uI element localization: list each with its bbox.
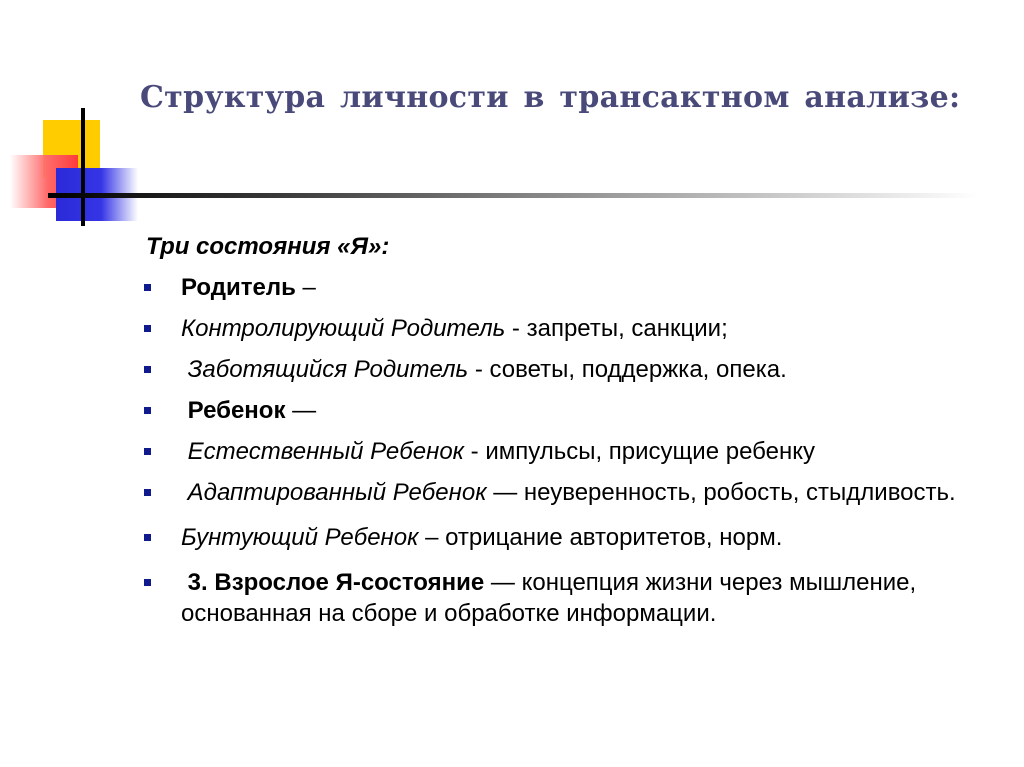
- square-bullet-icon: [144, 407, 151, 414]
- square-bullet-icon: [144, 534, 151, 541]
- title-underline-rule: [48, 193, 978, 198]
- subheading: Три состояния «Я»:: [146, 233, 390, 260]
- list-item: [140, 522, 980, 553]
- item-lead: Бунтующий Ребенок: [181, 524, 419, 551]
- square-bullet-icon: [144, 489, 151, 496]
- item-text: концепция жизни через мышление, основанная на сборе и обработке информации.: [181, 569, 917, 627]
- item-lead: 3. Взрослое Я-состояние: [187, 569, 485, 596]
- list-item: [140, 395, 980, 426]
- list-item: [140, 354, 980, 385]
- item-text: отрицание авторитетов, норм.: [445, 524, 783, 551]
- item-separator: -: [464, 438, 486, 465]
- item-separator: —: [285, 397, 317, 424]
- slide-title: Структура личности в трансактном анализе:: [140, 80, 961, 115]
- square-bullet-icon: [144, 579, 151, 586]
- square-bullet-icon: [144, 284, 151, 291]
- bullet-list: [140, 272, 980, 629]
- item-lead: Адаптированный Ребенок: [187, 479, 487, 506]
- item-text: советы, поддержка, опека.: [489, 356, 787, 383]
- square-bullet-icon: [144, 325, 151, 332]
- list-item: [140, 436, 980, 467]
- slide-body: [140, 230, 980, 629]
- square-bullet-icon: [144, 448, 151, 455]
- item-separator: -: [468, 356, 490, 383]
- item-separator: –: [418, 524, 446, 551]
- item-separator: -: [505, 315, 527, 342]
- item-text: запреты, санкции;: [526, 315, 728, 342]
- item-separator: —: [484, 569, 522, 596]
- item-separator: —: [486, 479, 524, 506]
- item-text: неуверенность, робость, стыдливость.: [523, 479, 956, 506]
- list-item: [140, 272, 980, 303]
- list-item: [140, 313, 980, 344]
- square-bullet-icon: [144, 366, 151, 373]
- item-lead: Контролирующий Родитель: [181, 315, 506, 342]
- item-text: импульсы, присущие ребенку: [485, 438, 815, 465]
- item-lead: Ребенок: [187, 397, 286, 424]
- decor-vertical-line: [81, 108, 85, 226]
- item-lead: Естественный Ребенок: [187, 438, 464, 465]
- item-lead: Заботящийся Родитель: [187, 356, 469, 383]
- list-item: [140, 567, 980, 629]
- list-item: [140, 477, 980, 508]
- item-separator: –: [295, 274, 316, 301]
- item-lead: Родитель: [181, 274, 296, 301]
